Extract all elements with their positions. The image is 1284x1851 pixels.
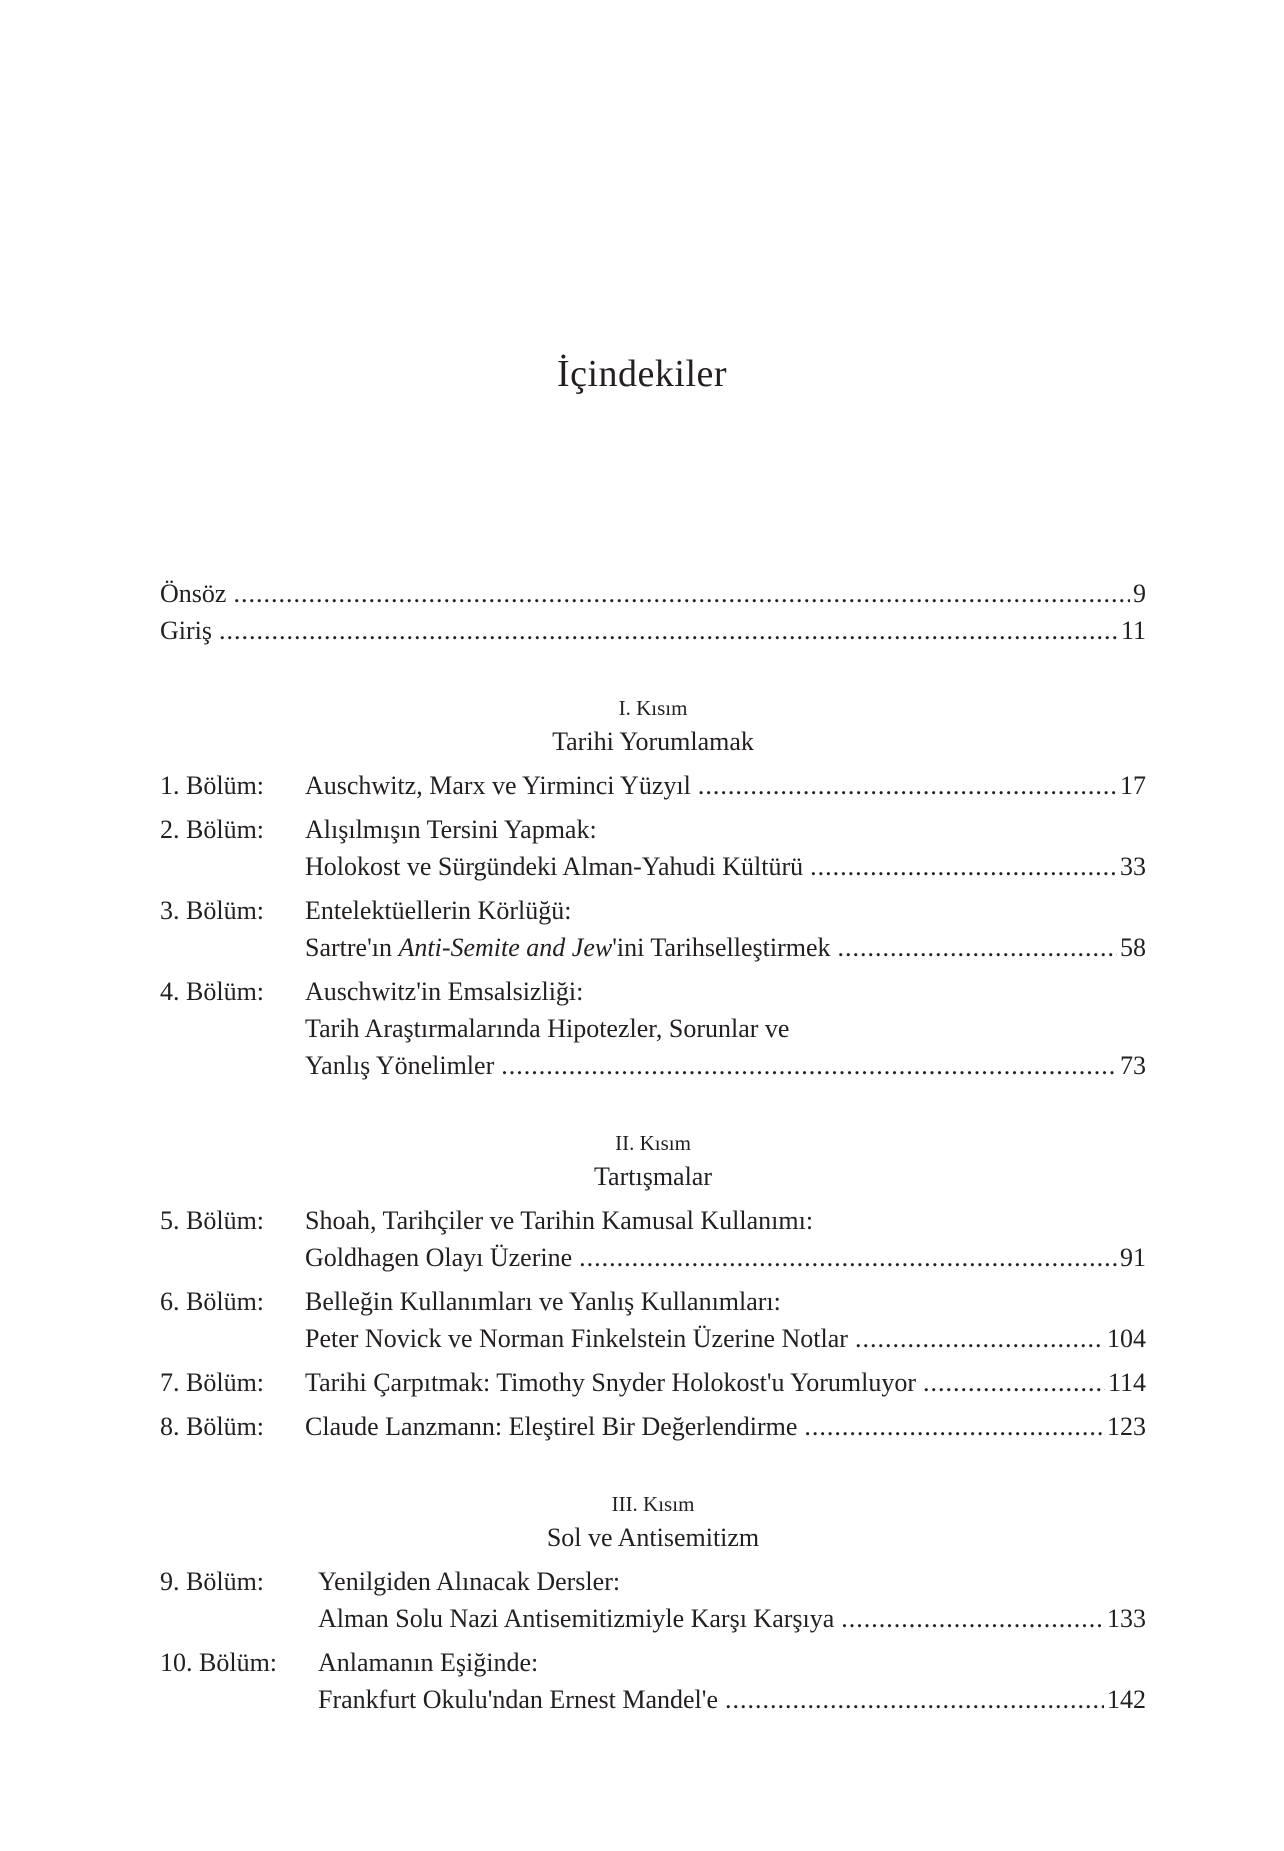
part-title: Tartışmalar — [593, 1162, 712, 1191]
page-number: 133 — [1107, 1604, 1146, 1633]
chapter-title: Yenilgiden Alınacak Dersler: — [318, 1567, 621, 1596]
chapter-title: Alışılmışın Tersini Yapmak: — [305, 815, 597, 844]
toc-chapter-7[interactable] — [160, 1364, 1146, 1401]
toc-entry-onsoz[interactable] — [160, 575, 1146, 612]
chapter-title: Anlamanın Eşiğinde: — [318, 1648, 539, 1677]
dot-leader — [810, 848, 1117, 885]
part-label: III. Kısım — [611, 1492, 695, 1516]
chapter-title: Auschwitz'in Emsalsizliği: — [305, 977, 584, 1006]
page-number: 58 — [1120, 933, 1146, 962]
part-label: I. Kısım — [618, 696, 688, 720]
toc-chapter-6[interactable] — [160, 1283, 1146, 1357]
dot-leader — [501, 1047, 1117, 1084]
chapter-subtitle: Frankfurt Okulu'ndan Ernest Mandel'e — [318, 1685, 718, 1714]
chapter-number: 1. Bölüm: — [160, 771, 265, 800]
toc-chapter-1[interactable] — [160, 767, 1146, 804]
chapter-number: 5. Bölüm: — [160, 1206, 265, 1235]
page-number: 114 — [1107, 1368, 1146, 1397]
toc-entry-giris[interactable] — [160, 612, 1146, 649]
dot-leader — [233, 575, 1130, 612]
page-number: 104 — [1107, 1324, 1146, 1353]
chapter-subtitle: Yanlış Yönelimler — [305, 1051, 495, 1080]
chapter-subtitle: Peter Novick ve Norman Finkelstein Üzerine Notlar — [305, 1324, 848, 1353]
page-number: 11 — [1120, 616, 1146, 645]
book-title-italic: Anti-Semite and Jew — [398, 933, 613, 962]
chapter-number: 10. Bölüm: — [160, 1648, 278, 1677]
part-title: Sol ve Antisemitizm — [546, 1523, 760, 1552]
chapter-number: 7. Bölüm: — [160, 1368, 265, 1397]
dot-leader — [579, 1239, 1117, 1276]
page-number: 142 — [1107, 1685, 1146, 1714]
chapter-number: 8. Bölüm: — [160, 1412, 265, 1441]
dot-leader — [698, 767, 1117, 804]
dot-leader — [855, 1320, 1104, 1357]
chapter-subtitle: Sartre'ın Anti-Semite and Jew'ini Tarihselleştirmek — [305, 933, 831, 962]
chapter-title: Claude Lanzmann: Eleştirel Bir Değerlendirme — [305, 1412, 798, 1441]
chapter-number: 3. Bölüm: — [160, 896, 265, 925]
toc-chapter-5[interactable] — [160, 1202, 1146, 1276]
chapter-number: 4. Bölüm: — [160, 977, 265, 1006]
page-number: 123 — [1107, 1412, 1146, 1441]
toc-chapter-8[interactable] — [160, 1408, 1146, 1445]
toc-chapter-2[interactable] — [160, 811, 1146, 885]
chapter-title: Tarihi Çarpıtmak: Timothy Snyder Holokost'u Yorumluyor — [305, 1368, 917, 1397]
page-number: 91 — [1120, 1243, 1146, 1272]
toc-chapter-4[interactable] — [160, 973, 1146, 1084]
toc-entry-label: Önsöz — [160, 579, 227, 608]
chapter-number: 9. Bölüm: — [160, 1567, 265, 1596]
part-title: Tarihi Yorumlamak — [552, 727, 754, 756]
chapter-title: Shoah, Tarihçiler ve Tarihin Kamusal Kullanımı: — [305, 1206, 814, 1235]
part-heading-1 — [160, 693, 1146, 760]
chapter-subtitle: Holokost ve Sürgündeki Alman-Yahudi Kültürü — [305, 852, 804, 881]
table-of-contents — [160, 575, 1146, 1718]
dot-leader — [725, 1681, 1104, 1718]
chapter-title: Belleğin Kullanımları ve Yanlış Kullanımları: — [305, 1287, 781, 1316]
part-heading-3 — [160, 1489, 1146, 1556]
chapter-number: 6. Bölüm: — [160, 1287, 265, 1316]
dot-leader — [841, 1600, 1104, 1637]
chapter-number: 2. Bölüm: — [160, 815, 265, 844]
toc-chapter-3[interactable] — [160, 892, 1146, 966]
part-label: II. Kısım — [615, 1131, 691, 1155]
dot-leader — [804, 1408, 1104, 1445]
chapter-subtitle: Goldhagen Olayı Üzerine — [305, 1243, 573, 1272]
page-title: İçindekiler — [556, 353, 728, 395]
dot-leader — [838, 929, 1117, 966]
page-number: 17 — [1120, 771, 1146, 800]
toc-entry-label: Giriş — [160, 616, 212, 645]
toc-chapter-9[interactable] — [160, 1563, 1146, 1637]
page-number: 73 — [1120, 1051, 1146, 1080]
dot-leader — [923, 1364, 1105, 1401]
part-heading-2 — [160, 1128, 1146, 1195]
dot-leader — [219, 612, 1118, 649]
chapter-subtitle: Alman Solu Nazi Antisemitizmiyle Karşı Karşıya — [318, 1604, 835, 1633]
chapter-subtitle: Tarih Araştırmalarında Hipotezler, Sorunlar ve — [305, 1014, 790, 1043]
page-number: 33 — [1120, 852, 1146, 881]
chapter-title: Entelektüellerin Körlüğü: — [305, 896, 572, 925]
page-number: 9 — [1133, 579, 1146, 608]
toc-chapter-10[interactable] — [160, 1644, 1146, 1718]
chapter-title: Auschwitz, Marx ve Yirminci Yüzyıl — [305, 771, 691, 800]
